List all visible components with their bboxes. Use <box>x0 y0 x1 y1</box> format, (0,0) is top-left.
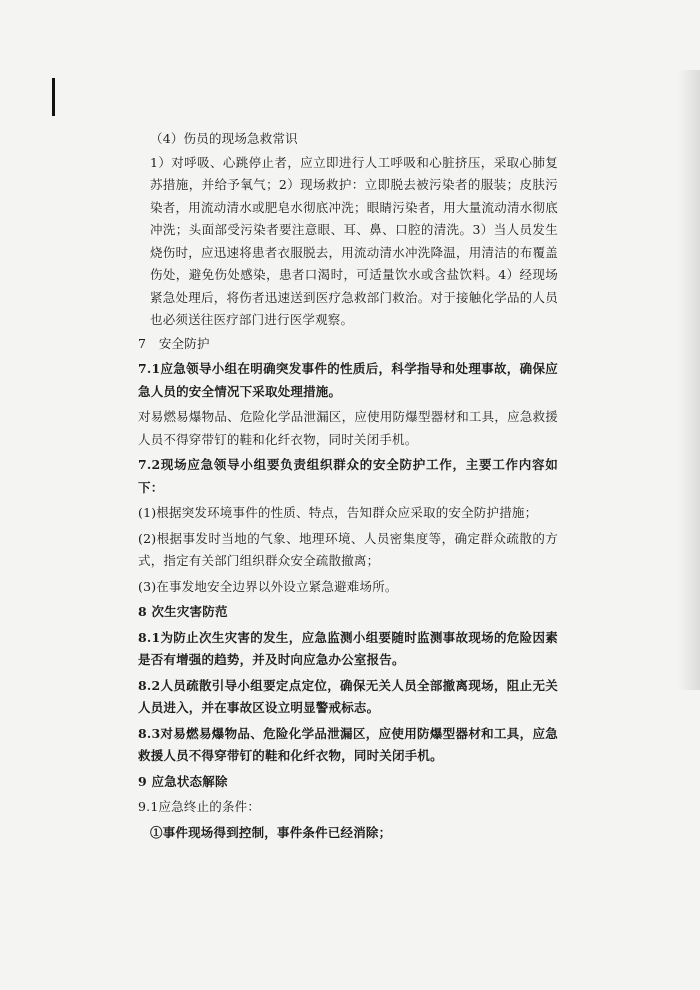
list-item-7-2-1: (1)根据突发环境事件的性质、特点，告知群众应采取的安全防护措施； <box>138 505 538 520</box>
paragraph-7-1: 7.1应急领导小组在明确突发事件的性质后，科学指导和处理事故，确保应急人员的安全情况下采取处理措施。 <box>138 361 558 399</box>
paragraph-first-aid: 1）对呼吸、心跳停止者，应立即进行人工呼吸和心脏挤压，采取心肺复苏措施，并给予氧气；2）现场救护：立即脱去被污染者的服装；皮肤污染者，用流动清水或肥皂水彻底冲洗；眼睛污染者，用大量流动清水彻底冲洗；头面部受污染者要注意眼、耳、鼻、口腔的清洗。3）当人员发生烧伤时，应迅速将患者衣服脱去，用流动清水冲洗降温，用清洁的布覆盖伤处，避免伤处感染，患者口渴时，可适量饮水或含盐饮料。4）经现场紧急处理后，将伤者迅速送到医疗急救部门救治。对于接触化学品的人员也必须送往医疗部门进行医学观察。 <box>150 154 558 327</box>
paragraph-7-1-note: 对易燃易爆物品、危险化学品泄漏区，应使用防爆型器材和工具，应急救援人员不得穿带钉的鞋和化纤衣物，同时关闭手机。 <box>138 409 558 447</box>
list-item-7-2-3: (3)在事发地安全边界以外设立紧急避难场所。 <box>138 578 398 594</box>
page-edge-shadow <box>678 70 700 690</box>
document-body <box>138 128 558 844</box>
margin-mark <box>52 78 55 116</box>
paragraph-7-2: 7.2现场应急领导小组要负责组织群众的安全防护工作，主要工作内容如下： <box>138 457 558 495</box>
section-heading-first-aid: （4）伤员的现场急救常识 <box>150 131 298 146</box>
paragraph-8-1: 8.1为防止次生灾害的发生，应急监测小组要随时监测事故现场的危险因素是否有增强的趋势，并及时向应急办公室报告。 <box>138 629 558 667</box>
section-heading-8: 8 次生灾害防范 <box>138 604 228 619</box>
list-item-9-1-1: ①事件现场得到控制，事件条件已经消除； <box>150 824 392 840</box>
paragraph-9-1: 9.1应急终止的条件： <box>138 799 261 814</box>
paragraph-8-2: 8.2人员疏散引导小组要定点定位，确保无关人员全部撤离现场，阻止无关人员进入，并在事故区设立明显警戒标志。 <box>138 677 558 715</box>
section-heading-7: 7 安全防护 <box>138 335 210 351</box>
section-heading-9: 9 应急状态解除 <box>138 773 228 789</box>
paragraph-8-3: 8.3对易燃易爆物品、危险化学品泄漏区，应使用防爆型器材和工具，应急救援人员不得穿带钉的鞋和化纤衣物，同时关闭手机。 <box>138 725 558 763</box>
list-item-7-2-2: (2)根据事发时当地的气象、地理环境、人员密集度等，确定群众疏散的方式，指定有关部门组织群众安全疏散撤离； <box>138 530 558 568</box>
